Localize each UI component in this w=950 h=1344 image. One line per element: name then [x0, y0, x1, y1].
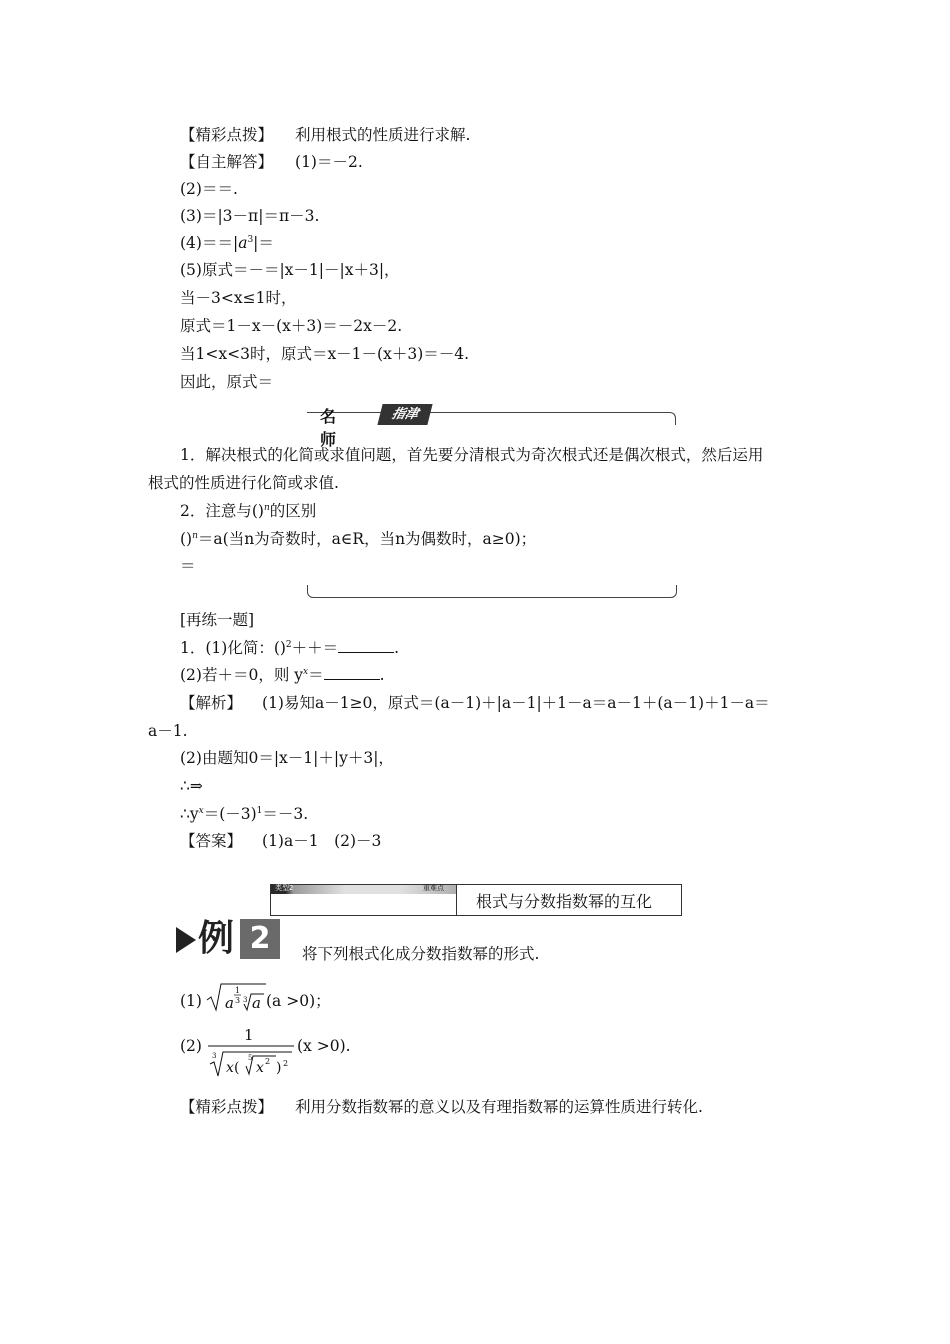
analysis-tag: 【解析】 [180, 694, 243, 712]
analysis-line-4-c: ＝－3. [262, 805, 309, 823]
answer-line-5: (5)原式＝－＝|x－1|－|x＋3|， [180, 261, 400, 279]
problem-1-exp-num: 1 [235, 986, 241, 995]
answer-line-4 [180, 233, 274, 253]
type-header-tag2: 重难点 [423, 884, 444, 892]
teacher-badge-label: 名师 [320, 407, 338, 449]
problem-2-inner-x: x [256, 1060, 264, 1076]
problem-2-x: x [226, 1060, 234, 1076]
type-header-divider [456, 885, 457, 915]
analysis-line-4 [180, 804, 308, 824]
hint-tag: 【精彩点拨】 [180, 126, 274, 144]
problem-1-exp-den: 3 [235, 996, 241, 1005]
practice-question-2-sup: x [303, 666, 309, 677]
problem-2-label: (2) [180, 1037, 202, 1055]
example-char: 例 [198, 918, 235, 959]
teacher-box-bottom-border [307, 585, 677, 598]
teacher-point-1: 1．解决根式的化简或求值问题，首先要分清根式为奇次根式还是偶次根式，然后运用 [180, 446, 764, 464]
problem-2-condition: (x >0). [297, 1037, 351, 1055]
practice-question-1-a: 1．(1)化简：() [180, 639, 286, 657]
problem-2-close-paren: ) [276, 1060, 282, 1076]
analysis-line-2: (2)由题知0＝|x－1|＋|y＋3|， [180, 749, 394, 767]
answer-line-3: (3)＝|3－π|＝π－3. [180, 207, 320, 225]
answer-line-2: (2)＝＝. [180, 180, 238, 198]
practice-question-2 [180, 665, 385, 685]
practice-question-2-end: . [379, 666, 385, 684]
practice-question-1-sup: 2 [285, 639, 292, 650]
problem-1-inner-a: a [252, 994, 261, 1012]
analysis-line-4-sup: x [198, 805, 204, 816]
analysis-line-1-cont: a－1. [148, 722, 188, 740]
teacher-point-4: ＝ [180, 557, 196, 575]
analysis-line-3: ∴⇒ [180, 777, 203, 795]
answer-text-1: (1)＝－2. [295, 153, 363, 171]
type-header [270, 884, 682, 916]
teacher-point-3-sup: n [192, 530, 198, 541]
analysis-line-1 [180, 693, 770, 713]
problem-2-formula [206, 1024, 296, 1080]
answer-line-4-sup: 3 [247, 234, 254, 245]
answer-line-4-var: a [238, 234, 248, 252]
practice-question-1-b: ＋＋＝ [291, 639, 339, 657]
problem-2-cube-index: 3 [212, 1052, 217, 1060]
problem-1-inner-index: 3 [243, 996, 248, 1004]
practice-question-2-a: (2)若＋＝0，则 y [180, 666, 304, 684]
analysis-line-4-b: ＝(－3) [203, 805, 257, 823]
answer-blank-2[interactable] [324, 665, 380, 680]
analysis-line-4-sup2: 1 [256, 805, 263, 816]
teacher-point-3 [180, 529, 536, 549]
example-hint-line [180, 1097, 703, 1117]
practice-heading: [再练一题] [180, 611, 255, 629]
analysis-line-4-a: ∴y [180, 805, 199, 823]
teacher-point-2-sup: n [263, 502, 270, 513]
example-hint-text: 利用分数指数幂的意义以及有理指数幂的运算性质进行转化. [295, 1098, 703, 1116]
answer-line-9: 因此，原式＝ [180, 373, 274, 391]
example-badge [176, 917, 288, 961]
example-number: 2 [240, 919, 280, 959]
problem-2-fifth-index: 5 [248, 1054, 253, 1062]
practice-question-1 [180, 638, 399, 658]
problem-2-outer-sq: 2 [283, 1059, 289, 1068]
example-arrow-icon [176, 927, 196, 953]
answer-line-4-b: |＝ [253, 234, 274, 252]
problem-2-numerator: 1 [244, 1026, 254, 1044]
hint-text: 利用根式的性质进行求解. [295, 126, 471, 144]
answer-blank-1[interactable] [338, 638, 394, 653]
teacher-badge-tag: 指津 [377, 404, 432, 425]
teacher-point-2-b: 的区别 [269, 502, 317, 520]
problem-2-inner-sq: 2 [265, 1057, 271, 1066]
analysis-text-1: (1)易知a－1≥0，原式＝(a－1)＋|a－1|＋1－a＝a－1＋(a－1)＋1－a＝ [262, 694, 770, 712]
answer-key-line [180, 831, 381, 851]
answer-tag: 【自主解答】 [180, 153, 274, 171]
answer-line-1 [180, 152, 363, 172]
answer-key-tag: 【答案】 [180, 832, 243, 850]
problem-2-open-paren: ( [234, 1060, 240, 1076]
type-header-strip [271, 885, 456, 894]
problem-1-label: (1) [180, 992, 202, 1010]
teacher-point-3-b: ＝a(当n为奇数时，a∈R，当n为偶数时，a≥0)； [197, 530, 537, 548]
answer-line-4-a: (4)＝＝| [180, 234, 239, 252]
teacher-point-2 [180, 501, 316, 521]
answer-line-6: 当－3<x≤1时， [180, 289, 297, 307]
teacher-box-top-border [307, 412, 676, 425]
practice-question-2-b: ＝ [308, 666, 324, 684]
type-header-tag: 类型2 [275, 884, 294, 892]
type-header-title: 根式与分数指数幂的互化 [476, 892, 653, 911]
example-hint-tag: 【精彩点拨】 [180, 1098, 274, 1116]
problem-1-formula [206, 980, 266, 1014]
answer-line-8: 当1<x<3时，原式＝x－1－(x＋3)＝－4. [180, 345, 470, 363]
example-prompt: 将下列根式化成分数指数幂的形式. [302, 945, 540, 963]
problem-1-base-a: a [225, 994, 234, 1012]
hint-line [180, 125, 470, 145]
teacher-point-3-a: () [180, 530, 193, 548]
problem-1-condition: (a >0)； [266, 992, 331, 1010]
teacher-point-2-a: 2．注意与() [180, 502, 264, 520]
answer-key-text: (1)a－1 (2)－3 [262, 832, 382, 850]
practice-question-1-end: . [394, 639, 400, 657]
teacher-point-1-cont: 根式的性质进行化简或求值. [148, 474, 339, 492]
answer-line-7: 原式＝1－x－(x＋3)＝－2x－2. [180, 317, 403, 335]
